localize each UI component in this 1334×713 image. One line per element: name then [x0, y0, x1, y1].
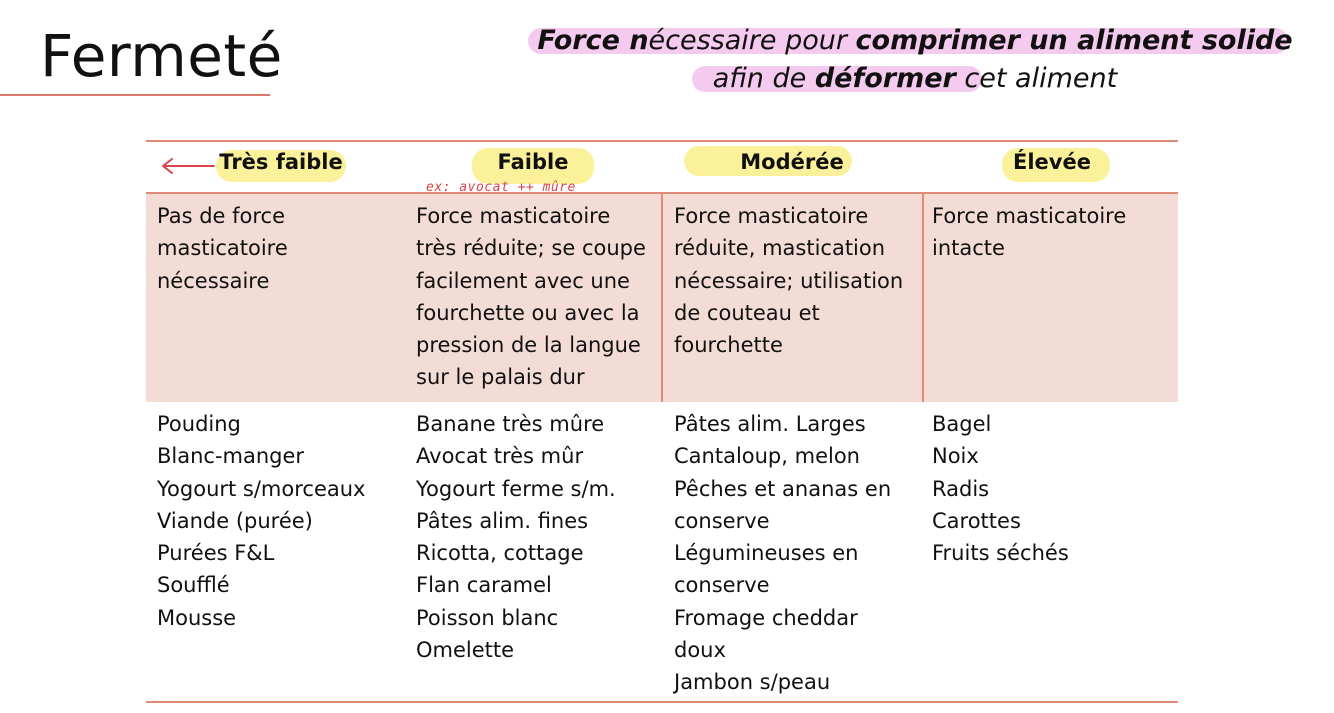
definition-line: Force masticatoire [932, 204, 1127, 228]
food-item: Mousse [157, 605, 237, 630]
food-item: Légumineuses en [674, 541, 859, 566]
food-item: Cantaloup, melon [674, 444, 860, 469]
subtitle [520, 22, 1310, 98]
definition-line: Pas de force [157, 204, 286, 228]
food-item: Pâtes alim. Larges [674, 412, 866, 436]
definition-line: réduite, mastication [674, 236, 886, 261]
food-item: Omelette [416, 638, 515, 663]
food-item: Yogourt ferme s/m. [416, 476, 616, 501]
handwritten-note: ex: avocat ++ mûre [426, 180, 576, 195]
definition-line: fourchette ou avec la [416, 300, 640, 325]
food-item: conserve [674, 573, 770, 598]
page-title: Fermeté [40, 22, 283, 90]
subtitle-segment: comprimer un aliment solide [855, 25, 1293, 56]
column-header-moderee: Modérée [740, 150, 844, 174]
table-bottom-rule [146, 701, 1178, 703]
definition-line: nécessaire [157, 268, 270, 293]
food-item: Soufflé [157, 573, 230, 598]
food-item: Ricotta, cottage [416, 541, 584, 566]
food-item: Fruits séchés [932, 541, 1069, 566]
food-item: Poisson blanc [416, 605, 559, 630]
definition-elevee [932, 200, 1126, 265]
definition-line: nécessaire; utilisation [674, 268, 904, 293]
food-item: Radis [932, 476, 990, 501]
definition-line: très réduite; se coupe [416, 236, 646, 261]
food-item: Banane très mûre [416, 412, 605, 436]
food-item: Carottes [932, 508, 1021, 533]
definition-line: Force masticatoire [674, 204, 869, 228]
column-divider-3 [922, 194, 924, 402]
food-item: Avocat très mûr [416, 444, 584, 469]
food-item: conserve [674, 508, 770, 533]
definition-line: facilement avec une [416, 268, 630, 293]
table-top-rule [146, 140, 1178, 142]
title-underline [0, 94, 270, 96]
food-item: Purées F&L [157, 541, 275, 566]
food-item: Pâtes alim. fines [416, 508, 589, 533]
definition-line: fourchette [674, 333, 783, 358]
food-item: Yogourt s/morceaux [157, 476, 366, 501]
food-item: doux [674, 638, 726, 663]
subtitle-line-1 [520, 22, 1310, 60]
column-divider-2 [661, 194, 663, 402]
foods-tres-faible [157, 408, 365, 634]
food-item: Fromage cheddar [674, 605, 858, 630]
foods-faible [416, 408, 616, 666]
food-item: Jambon s/peau [674, 670, 831, 695]
definition-line: pression de la langue [416, 333, 641, 358]
definition-line: intacte [932, 236, 1005, 261]
left-arrow-icon [160, 156, 216, 176]
subtitle-segment: cet aliment [955, 63, 1118, 94]
definition-line: masticatoire [157, 236, 288, 261]
definition-line: Force masticatoire [416, 204, 611, 228]
food-item: Blanc-manger [157, 444, 305, 469]
column-header-faible: Faible [497, 150, 569, 174]
definition-line: sur le palais dur [416, 365, 585, 390]
subtitle-segment: déformer [814, 63, 956, 94]
food-item: Bagel [932, 412, 992, 436]
column-header-tres-faible: Très faible [219, 150, 343, 174]
food-item: Viande (purée) [157, 508, 313, 533]
definition-line: de couteau et [674, 300, 820, 325]
subtitle-segment: écessaire pour [648, 25, 856, 56]
food-item: Pêches et ananas en [674, 476, 892, 501]
definition-moderee [674, 200, 903, 361]
food-item: Noix [932, 444, 979, 469]
column-header-elevee: Élevée [1013, 150, 1091, 174]
subtitle-line-2 [520, 60, 1310, 98]
subtitle-segment: afin de [712, 63, 815, 94]
definition-faible [416, 200, 646, 394]
food-item: Flan caramel [416, 573, 552, 598]
foods-elevee [932, 408, 1069, 569]
subtitle-segment: Force n [537, 25, 649, 56]
definition-tres-faible [157, 200, 288, 297]
foods-moderee [674, 408, 891, 699]
food-item: Pouding [157, 412, 241, 436]
